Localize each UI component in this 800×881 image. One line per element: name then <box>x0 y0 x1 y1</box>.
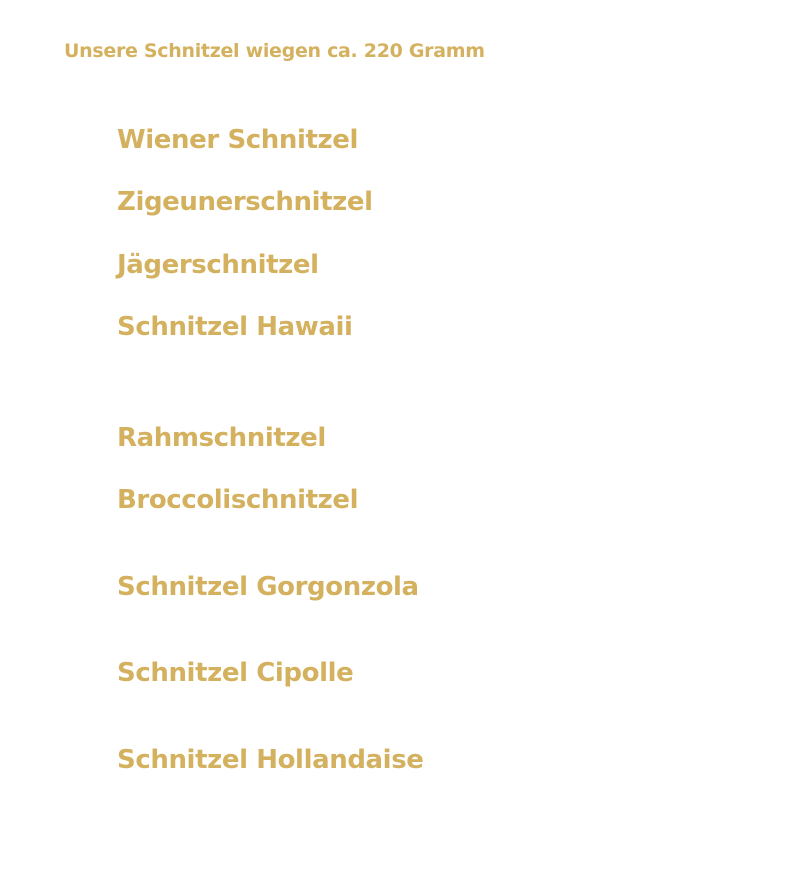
menu-item-schnitzel-gorgonzola: Schnitzel Gorgonzola <box>117 572 419 602</box>
menu-item-rahmschnitzel: Rahmschnitzel <box>117 423 326 453</box>
menu-item-schnitzel-hawaii: Schnitzel Hawaii <box>117 312 353 342</box>
menu-item-zigeunerschnitzel: Zigeunerschnitzel <box>117 187 373 217</box>
menu-item-broccolischnitzel: Broccolischnitzel <box>117 485 359 515</box>
menu-item-schnitzel-cipolle: Schnitzel Cipolle <box>117 658 354 688</box>
menu-item-jaegerschnitzel: Jägerschnitzel <box>117 250 319 280</box>
menu-item-wiener-schnitzel: Wiener Schnitzel <box>117 125 359 155</box>
menu-item-schnitzel-hollandaise: Schnitzel Hollandaise <box>117 745 424 775</box>
weight-note: Unsere Schnitzel wiegen ca. 220 Gramm <box>64 40 485 62</box>
